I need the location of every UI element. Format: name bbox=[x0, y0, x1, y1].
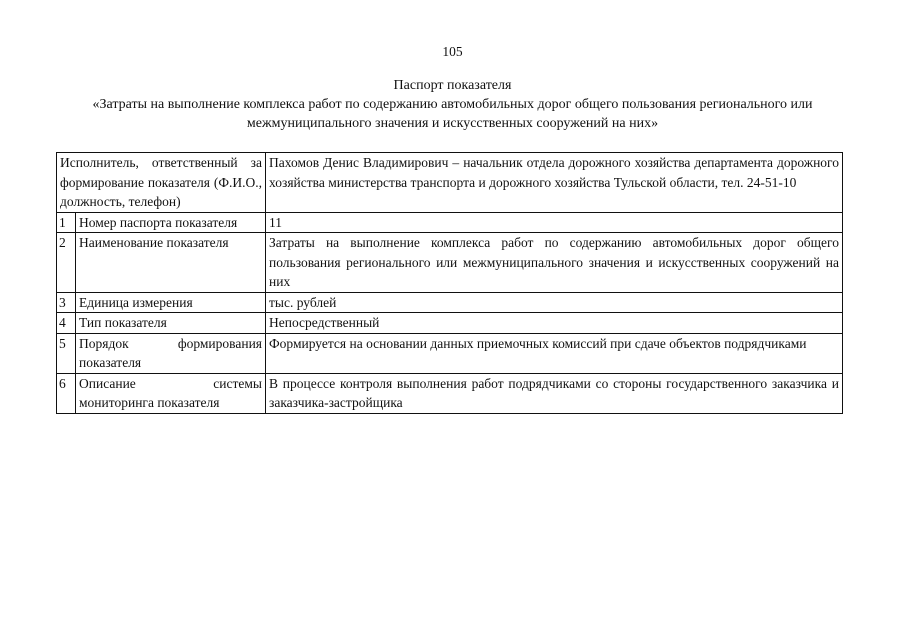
table-row bbox=[57, 212, 843, 233]
row-value: В процессе контроля выполнения работ подрядчиками со стороны государственного заказчика и заказчика-застройщика bbox=[266, 373, 843, 413]
row-number: 6 bbox=[57, 373, 76, 413]
row-number: 2 bbox=[57, 233, 76, 293]
row-value: Формируется на основании данных приемочных комиссий при сдаче объектов подрядчиками bbox=[266, 333, 843, 373]
executor-label: Исполнитель, ответственный за формирование показателя (Ф.И.О., должность, телефон) bbox=[57, 153, 266, 213]
document-subtitle: «Затраты на выполнение комплекса работ по содержанию автомобильных дорог общего пользования регионального или межмуниципального значения и искусственных сооружений на них» bbox=[92, 97, 813, 131]
table-row bbox=[57, 313, 843, 334]
row-label: Единица измерения bbox=[76, 292, 266, 313]
passport-table bbox=[56, 152, 843, 414]
executor-value: Пахомов Денис Владимирович – начальник отдела дорожного хозяйства департамента дорожного хозяйства министерства транспорта и дорожного хозяйства Тульской области, тел. 24-51-10 bbox=[266, 153, 843, 213]
table-row bbox=[57, 292, 843, 313]
table-row bbox=[57, 333, 843, 373]
row-label: Порядок формирования показателя bbox=[76, 333, 266, 373]
row-number: 5 bbox=[57, 333, 76, 373]
row-value: Затраты на выполнение комплекса работ по содержанию автомобильных дорог общего пользования регионального или межмуниципального значения и искусственных сооружений на них bbox=[266, 233, 843, 293]
row-number: 1 bbox=[57, 212, 76, 233]
row-value: 11 bbox=[266, 212, 843, 233]
table-row bbox=[57, 373, 843, 413]
row-value: Непосредственный bbox=[266, 313, 843, 334]
row-number: 4 bbox=[57, 313, 76, 334]
table-row bbox=[57, 233, 843, 293]
row-number: 3 bbox=[57, 292, 76, 313]
row-label: Описание системы мониторинга показателя bbox=[76, 373, 266, 413]
page-number: 105 bbox=[442, 44, 463, 59]
document-title: Паспорт показателя bbox=[393, 78, 512, 93]
row-label: Номер паспорта показателя bbox=[76, 212, 266, 233]
table-row-executor bbox=[57, 153, 843, 213]
row-label: Наименование показателя bbox=[76, 233, 266, 293]
row-value: тыс. рублей bbox=[266, 292, 843, 313]
row-label: Тип показателя bbox=[76, 313, 266, 334]
